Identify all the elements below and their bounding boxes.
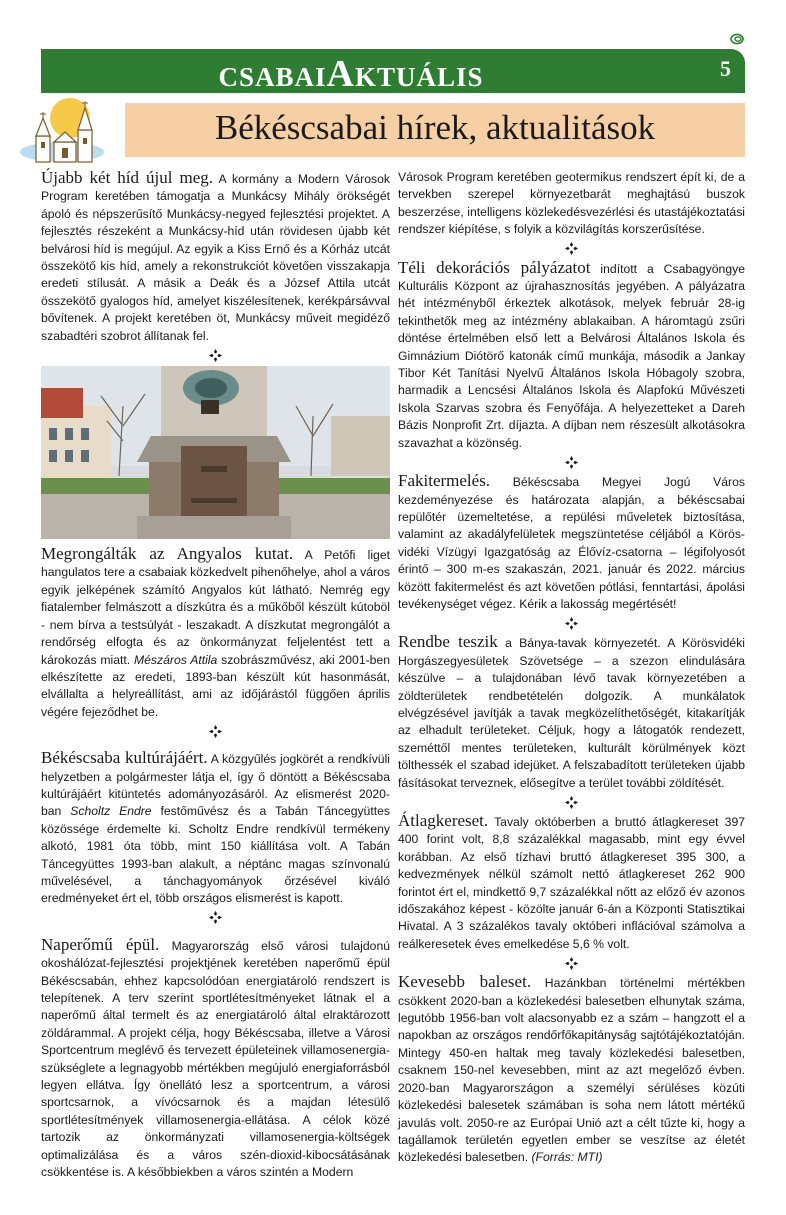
article-lead: Téli dekorációs pályázatot (398, 257, 591, 277)
separator (41, 908, 390, 928)
article-lead: Naperőmű épül. (41, 934, 160, 954)
article-source: (Forrás: MTI) (531, 1150, 603, 1165)
article-kultura (41, 749, 390, 908)
article-hidak (41, 169, 390, 345)
article-lead: Átlagkereset. (398, 811, 489, 830)
article-body: festőművész és a Tabán Táncegyüttes közössége érdemelte ki. Scholtz Endre rendkívül termékeny alkotó, 1981 óta több, mint 150 kiállítása volt. A Tabán Táncegyüttes 1993-ban alakult, a néptánc magas színvonalú művelésével, a tánchagyományok őrzésével kiváló eredményeket ért el, több országos elismerést is kapott. (41, 804, 390, 906)
diamond-separator-icon (565, 242, 578, 255)
article-lead: Megrongálták az Angyalos kutat. (41, 544, 294, 564)
article-lead: Rendbe teszik (398, 632, 498, 652)
diamond-separator-icon (565, 957, 578, 970)
page-top (0, 0, 786, 4)
article-lead: Fakitermelés. (398, 471, 491, 491)
article-body: Tavaly októberben a bruttó átlagkereset 397 400 forint volt, 8,8 százalékkal magasabb, mint egy évvel korábban. Az első tízhavi bruttó átlagkereset 395 300, a kedvezmények nélkül számolt nettó átlagkereset 262 900 forintot ért el, mindkettő 9,7 százalékkal nőtt az előző év azonos időszakához képest - közölte január 6-án a Központi Statisztikai Hivatal. A 3 százalékos tavaly októberi inflációval számolva a reálkeresetek éves emelkedése 5,6 % volt. (398, 815, 745, 951)
article-body: A kormány a Modern Városok Program keretében támogatja a Munkácsy Mihály örökségét ápoló és népszerűsítő Munkácsy-negyed fejlesztési projektet. A fejlesztés részeként a Munkácsy-híd után rövidesen újabb két belvárosi híd is megújul. Az egyik a Kiss Ernő és a Kórház utcát összekötő kis híd, amely a rekonstrukciót követően visszakapja eredeti stílusát. A másik a Deák és a József Attila utcát összekötő gyalogos híd, amelyet kiszélesítenek, kerékpársávval bővítenek. A projekt keretében öt, Munkácsy műveit megidéző szabadtéri szobrot állítanak fel. (41, 172, 390, 343)
separator (398, 239, 745, 259)
article-atlagkereset (398, 812, 745, 953)
diamond-separator-icon (565, 617, 578, 630)
town-logo-icon (18, 96, 122, 170)
article-teli (398, 259, 745, 452)
diamond-separator-icon (209, 725, 222, 738)
separator (41, 721, 390, 741)
article-body: Magyarország első városi tulajdonú okoshálózat-fejlesztési projektjének keretében naperőmű épül Békéscsabán, ehhez kapcsolódóan energiatároló rendszert is telepítenek. A terv szerint sportlétesítményeket látnak el a naperőmű által termelt és az energiatároló által elraktározott zöldárammal. A projekt célja, hogy Békéscsaba, illetve a Városi Sportcentrum meglévő és tervezett épületeinek villamosenergia-szükséglete a legnagyobb mértékben megújuló energiaforrásból legyen ellátva. Így önellátó lesz a sportcentrum, a városi sportcsarnok, a vívócsarnok és a majdan létesülő sportlétesítmények villamosenergia-ellátása. A célok közé tartozik az önkormányzati villamosenergia-költségek optimalizálása és a város szén-dioxid-kibocsátásának csökkentése is. A későbbiekben a város szintén a Modern (41, 938, 390, 1180)
article-body: A Petőfi liget hangulatos tere a csabaiak közkedvelt pihenőhelye, ahol a város egyik jelképének számító Angyalos kút látható. Nemrég egy fiatalember felmászott a díszkútra és a műkőből készült kútoböl - nem bírva a testsúlyát - leszakadt. A díszkutat megrongálót a rendőrség elfogta és az önkormányzat feljelentést tett a károkozás miatt. (41, 548, 391, 667)
page-number: 5 (720, 56, 731, 81)
headline-bar (125, 103, 745, 157)
article-napero (41, 936, 390, 1182)
separator (41, 345, 390, 365)
diamond-separator-icon (565, 796, 578, 809)
section-title-part1: CSABAI (218, 62, 327, 92)
article-lead: Kevesebb baleset. (398, 972, 532, 992)
diamond-separator-icon (209, 349, 222, 362)
article-body: a Bánya-tavak környezetét. A Körösvidéki Horgászegyesületek Szövetsége – a szezon elindulására készülve – a tulajdonában lévő tavak környezetében a zöldterületek rendbetételén dolgozik. A munkálatok elvégzésével javítják a tavak megközelíthetőségét, kitakarítják az elhadult területeket. Céljuk, hogy a látogatók rendezett, szeméttől mentes területeken, kulturált körülmények közt tölthessék el szabad idejüket. A felszabadított területeken újabb fásításokat terveznek, elősegítve a terület további zöldítését. (398, 636, 745, 790)
section-title-part3: KTUÁLIS (354, 62, 484, 92)
article-body: indított a Csabagyöngye Kulturális Központ az újrahasznosítás jegyében. A pályázatra hét intézményből érkeztek alkotások, melyek február 28-ig tekinthetők meg az intézmény ablakaiban. A háromtagú zsűri döntése értelmében első lett a Belvárosi Általános Iskola és Gimnázium Diótörő katonák című munkája, második a Jankay Tibor Két Tanítási Nyelvű Általános Iskola Hóbagoly szobra, harmadik a Lencsési Általános Iskola és Alapfokú Művészeti Iskola Szarvas szobra és Fenyőfája. A helyezetteket a Dareh Bázis Nonprofit Zrt. díjazta. A díjban nem részesült alkotásokra szavazhat a közönség. (398, 261, 745, 450)
section-title (41, 52, 661, 96)
article-lead: Újabb két híd újul meg. (41, 168, 213, 187)
article-banya (398, 633, 745, 792)
article-person: Mészáros Attila (134, 652, 218, 667)
left-column (41, 169, 390, 1181)
right-column (398, 169, 745, 1167)
swirl-icon (730, 33, 744, 45)
article-kut (41, 545, 390, 721)
diamond-separator-icon (565, 456, 578, 469)
fountain-photo (41, 366, 390, 539)
article-person: Scholtz Endre (70, 804, 152, 819)
article-body: Békéscsaba Megyei Jogú Város kezdeményezése és határozata alapján, a békéscsabai repülőtér üzemeltetése, a repülési műveletek biztosítása, valamint az akadályfelületek megszüntetése céljából a Körös-vidéki Vízügyi Igazgatóság az Élővíz-csatorna – légifolyosót érintő – 300 m-es szakaszán, 2021. január és 2022. március között fakitermelést és azt követően pótlási, fenntartási, ápolási tevékenységet végez. Kérik a lakosság megértését! (398, 475, 745, 611)
article-baleset (398, 973, 745, 1166)
separator (398, 953, 745, 973)
separator (398, 452, 745, 472)
article-body: A közgyűlés jogkörét a rendkívüli helyzetben a polgármester látja el, így ő döntött a Békéscsaba kultúrájáért kitüntetés adományozásáról. Az elismerést 2020-ban (41, 752, 390, 819)
article-body: szobrászművész, aki 2001-ben elkészítette az eredeti, 1893-ban készült kút hasonmását, elvállalta a helyreállítást, ami az időjárástól függően április végére fejeződhet be. (41, 652, 390, 719)
diamond-separator-icon (209, 911, 222, 924)
article-lead: Békéscsaba kultúrájáért. (41, 748, 208, 768)
separator (398, 792, 745, 812)
article-body: Hazánkban történelmi mértékben csökkent 2020-ban a közlekedési balesetben elhunytak száma, legutóbb 1956-ban volt alacsonyabb ez a szám – hangzott el a napokban az országos rendőrfőkapitányság sajtótájékoztatóján. Mintegy 450-en haltak meg tavaly közlekedési balesetben, csaknem 150-nel kevesebben, mint az azt megelőző évben. 2020-ban Magyarországon a személyi sérüléses közúti közlekedési balesetek számában is soha nem látott mértékű javulás volt. 2050-re az Európai Unió azt a célt tűzte ki, hogy a tagállamok területén egyetlen ember se veszítse az életét közlekedési balesetben. (398, 976, 745, 1165)
section-banner (41, 49, 745, 93)
page-headline: Békéscsabai hírek, aktualitások (214, 108, 656, 147)
separator (398, 613, 745, 633)
article-napero-continued: Városok Program keretében geotermikus rendszert épít ki, de a tervekben szerepel környezetbarát meghajtású buszok beszerzése, intelligens közlekedésvezérlési és utastájékoztatási rendszer kiépítése, s folyik a közvilágítás korszerűsítése. (398, 170, 745, 237)
section-title-part2: A (326, 53, 355, 95)
article-fakitermeles (398, 472, 745, 613)
